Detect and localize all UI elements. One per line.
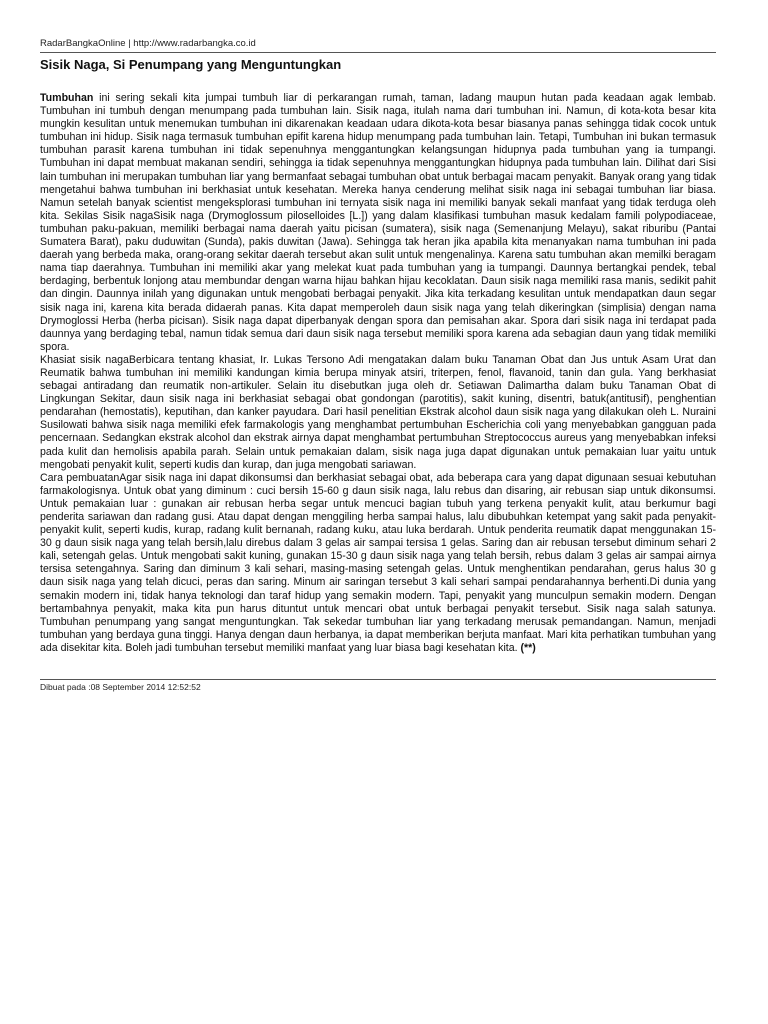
lead-word: Tumbuhan [40,92,94,104]
document-page [40,38,716,693]
paragraph-intro [40,92,716,354]
paragraph-khasiat: Khasiat sisik nagaBerbicara tentang khasiat, Ir. Lukas Tersono Adi mengatakan dalam buku Tanaman Obat dan Jus untuk Asam Urat dan Reumatik bahwa tumbuhan ini memiliki kandungan kimia berupa minyak atsiri, triterpen, fenol, flavanoid, tanin dan gula. Yang berkhasiat sebagai antiradang dan reumatik non-artikuler. Selain itu disebutkan juga oleh dr. Setiawan Dalimartha dalam buku Tanaman Obat di Lingkungan Sekitar, daun sisik naga ini berkhasiat sebagai obat gondongan (parotitis), sakit kuning, disentri, batuk(antitusif), penghentian pendarahan (hemostatis), keputihan, dan kanker payudara. Dari hasil penelitian Ekstrak alcohol daun sisik naga yang dilakukan oleh L. Nuraini Susilowati bahwa sisik naga memiliki efek farmakologis yang menghambat pertumbuhan Escherichia coli yang menyebabkan gangguan pada pencernaan. Sedangkan ekstrak alcohol dan ekstrak airnya dapat menghambat pertumbuhan Streptococcus aureus yang menyebabkan infeksi pada kulit dan hemolisis apabila parah. Selain untuk pemakaian dalam, sisik naga juga dapat digunakan untuk pemakaian luar yaitu untuk mengobati penyakit kulit, seperti kudis dan kurap, dan juga mengobati sariawan. [40,353,716,471]
site-header: RadarBangkaOnline | http://www.radarbangka.co.id [40,38,256,49]
paragraph-cara-pembuatan-text: Cara pembuatanAgar sisik naga ini dapat dikonsumsi dan berkhasiat sebagai obat, ada beberapa cara yang dapat digunaan sesuai kebutuhan farmakologisnya. Untuk obat yang diminum : cuci bersih 15-60 g daun sisik naga, lalu rebus dan disaring, air rebusan siap untuk dikonsumsi. Untuk pemakaian luar : gunakan air rebusan herba segar untuk mencuci bagian tubuh yang terkena penyakit kulit, atau berkumur bagi penderita sariawan dan radang gusi. Atau dapat dengan menggiling herba sampai halus, lalu dibubuhkan ketempat yang sakit pada penyakit-penyakit kulit, seperti kudis, kurap, radang kulit bernanah, radang kuku, atau luka berdarah. Untuk penderita reumatik dapat menggunakan 15-30 g daun sisik naga yang telah bersih,lalu direbus dalam 3 gelas air sampai tersisa 1 gelas. Saring dan air rebusan tersebut diminum sehari 2 kali, setengah gelas. Untuk mengobati sakit kuning, gunakan 15-30 g daun sisik naga yang telah bersih, rebus dalam 3 gelas air sampai airnya tersisa setengahnya. Saring dan diminum 3 kali sehari, masing-masing setengah gelas. Untuk menghentikan pendarahan, gerus halus 30 g daun sisik naga yang telah dicuci, peras dan saring. Minum air saringan tersebut 3 kali sehari sampai pendarahannya berhenti.Di dunia yang semakin modern ini, tidak hanya teknologi dan taraf hidup yang semakin modern. Tapi, penyakit yang munculpun semakin modern. Dengan bertambahnya penyakit, maka kita pun harus dituntut untuk mencari obat untuk berbagai penyakit tersebut. Sisik naga salah satunya. Tumbuhan penumpang yang sangat menguntungkan. Tak sekedar tumbuhan liar yang terkadang merusak pemandangan. Namun, menjadi tumbuhan yang berdaya guna tinggi. Hanya dengan daun herbanya, ia dapat memberikan berjuta manfaat. Mari kita perhatikan tumbuhan yang ada disekitar kita. Boleh jadi tumbuhan tersebut memiliki manfaat yang luar biasa bagi kesehatan kita. [40,471,716,654]
footer-divider [40,679,716,680]
header-divider [40,52,716,53]
created-timestamp: Dibuat pada :08 September 2014 12:52:52 [40,682,201,693]
paragraph-cara-pembuatan [40,472,716,655]
closing-mark: (**) [520,641,536,654]
article-title: Sisik Naga, Si Penumpang yang Menguntungkan [40,57,342,72]
article-body [40,92,716,655]
paragraph-intro-text: ini sering sekali kita jumpai tumbuh liar di perkarangan rumah, taman, ladang maupun hutan pada keadaan agak lembab. Tumbuhan ini tumbuh dengan menumpang pada tumbuhan lain. Sisik naga, itulah nama dari tumbuhan ini. Namun, di kota-kota besar kita mungkin kesulitan untuk menemukan tumbuhan ini dikarenakan keadaan udara dikota-kota besar biasanya panas sehingga tidak cocok untuk tumbuhan ini hidup. Sisik naga termasuk tumbuhan epifit karena hidup menumpang pada tumbuhan lain. Tetapi, Tumbuhan ini bukan termasuk tumbuhan parasit karena tumbuhan ini tidak sepenuhnya menggantungkan kelangsungan hidupnya pada tumbuhan yang ia tumpangi. Tumbuhan ini dapat membuat makanan sendiri, sehingga ia tidak sepenuhnya menggantungkan hidupnya pada tumbuhan lain. Dilihat dari Sisi lain tumbuhan ini merupakan tumbuhan liar yang bermanfaat sebagai tumbuhan obat untuk berbagai macam penyakit. Banyak orang yang tidak mengetahui bahwa tumbuhan ini berkhasiat untuk kesehatan. Mereka hanya cenderung melihat sisik naga ini sebagai tumbuhan liar biasa. Namun setelah banyak scientist mengeksplorasi tumbuhan ini ternyata sisik naga ini memiliki banyak sekali manfaat yang tidak terduga oleh kita. Sekilas Sisik nagaSisik naga (Drymoglossum piloselloides [L.]) yang dalam klasifikasi tumbuhan masuk kedalam famili polypodiaceae, tumbuhan paku-pakuan, memiliki berbagai nama daerah yaitu picisan (sumatera), sisik naga (Semenanjung Melayu), sakat riburibu (Pantai Sumatera Barat), paku duduwitan (Sunda), pakis duwitan (Jawa). Sehingga tak heran jika apabila kita menanyakan nama tumbuhan ini pada daerah yang berbeda maka, orang-orang sekitar daerah tersebut akan sulit untuk mengenalinya. Karena satu tumbuhan akan memilki beragam nama tiap daerahnya. Tumbuhan ini memiliki akar yang melekat kuat pada tumbuhan yang ia tumpangi. Daunnya bertangkai pendek, tebal berdaging, berbentuk lonjong atau membundar dengan warna hijau bahkan hijau kecoklatan. Daun sisik naga memiliki rasa manis, sedikit pahit dan dingin. Daunnya inilah yang digunakan untuk mengobati berbagai penyakit. Jika kita terkadang kesulitan untuk mendapatkan daun segar sisik naga ini, karena kita berada didaerah panas. Kita dapat memperoleh daun sisik naga yang telah dikeringkan (simplisia) dengan nama Drymoglossi Herba (herba picisan). Sisik naga dapat diperbanyak dengan spora dan pemisahan akar. Spora dari sisik naga ini terdapat pada daunnya yang berdaging tebal, namun tidak semua dari daun sisik naga tersebut memiliki spora karena ada sebagian daun yang tidak memiliki spora. [40,92,716,353]
